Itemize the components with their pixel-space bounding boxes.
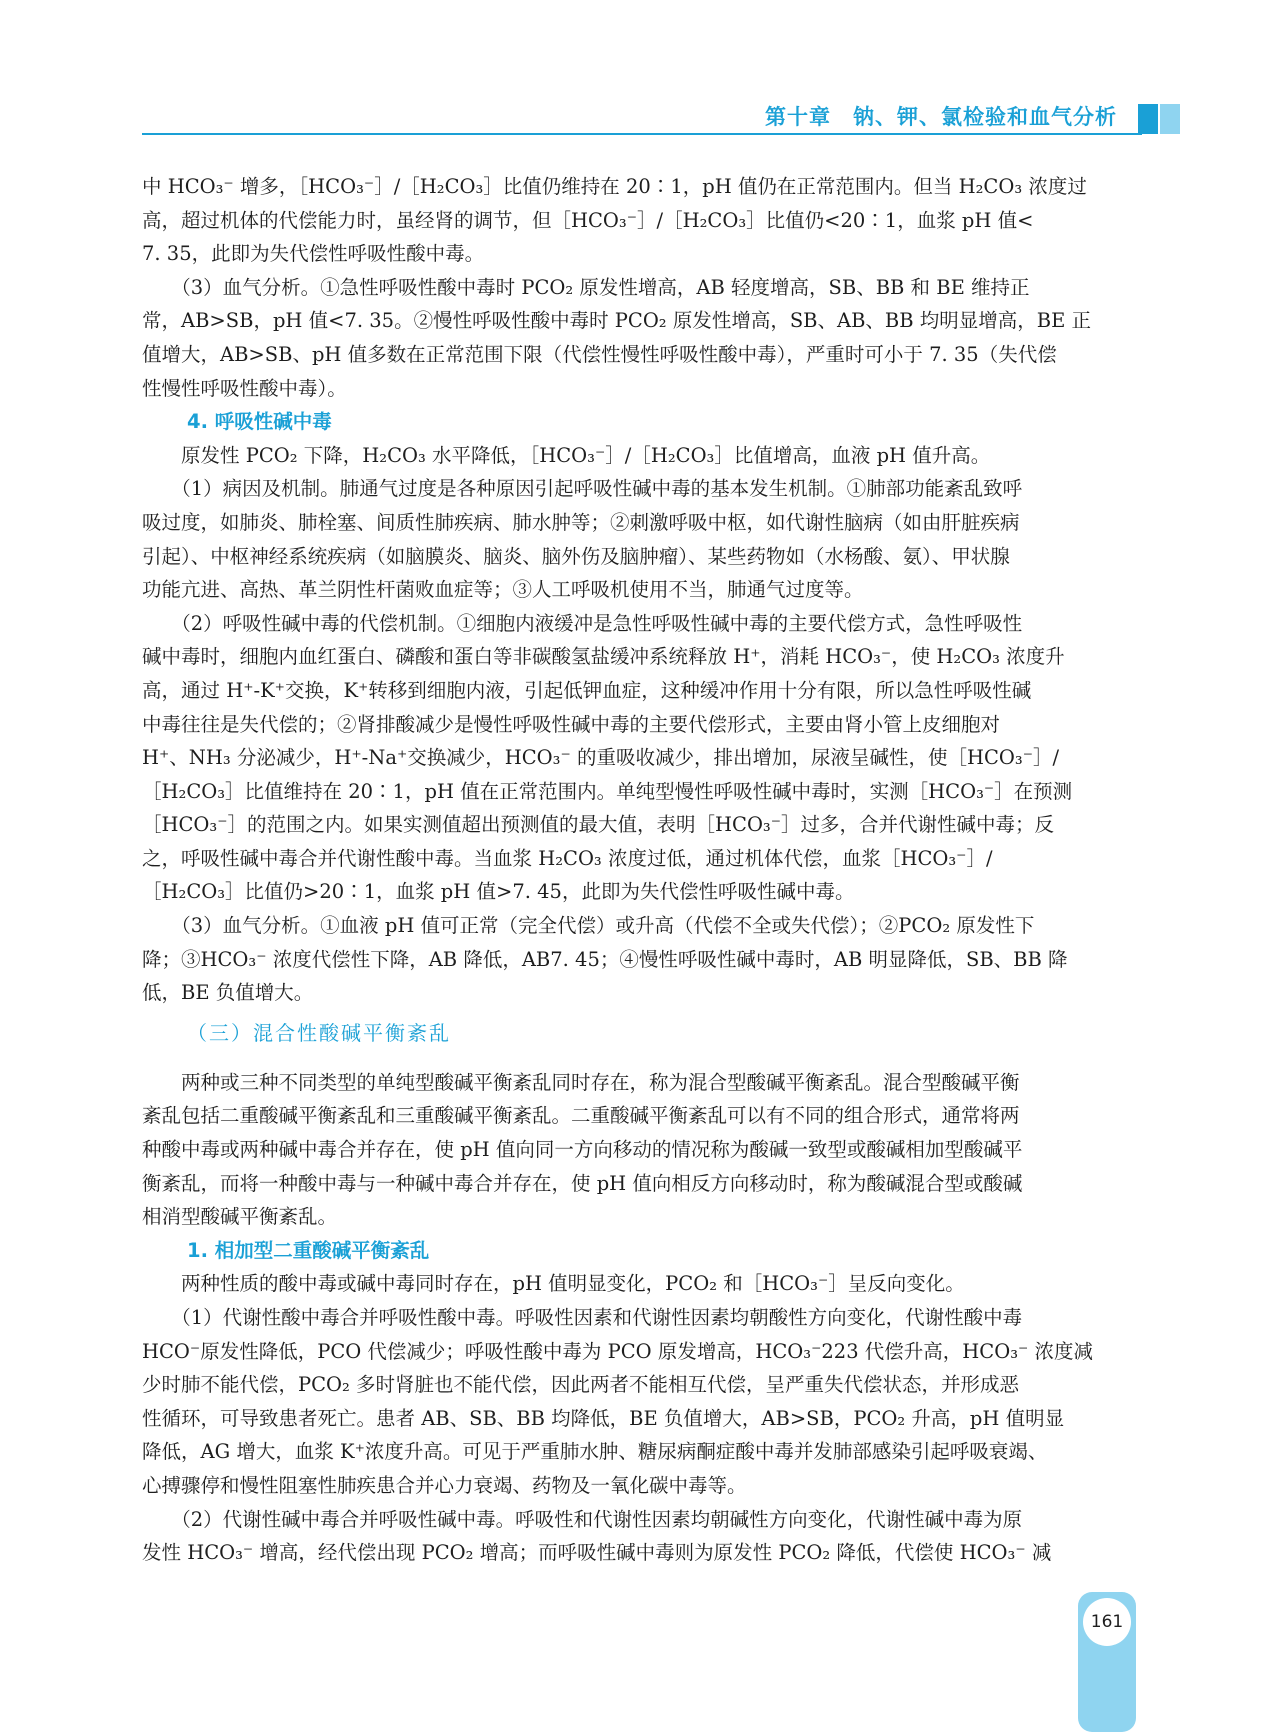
text-line: 心搏骤停和慢性阻塞性肺疾患合并心力衰竭、药物及一氧化碳中毒等。 — [142, 1473, 747, 1497]
text-line: ［HCO₃⁻］的范围之内。如果实测值超出预测值的最大值，表明［HCO₃⁻］过多，合并代谢性碱中毒；反 — [142, 813, 1055, 837]
text-line: 高，通过 H⁺-K⁺交换，K⁺转移到细胞内液，引起低钾血症，这种缓冲作用十分有限，所以急性呼吸性碱 — [142, 678, 1032, 702]
text-line: 中 HCO₃⁻ 增多，［HCO₃⁻］/［H₂CO₃］比值仍维持在 20∶1，pH 值仍在正常范围内。但当 H₂CO₃ 浓度过 — [142, 175, 1087, 198]
section-heading: （三）混合性酸碱平衡紊乱 — [187, 1020, 451, 1045]
text-line: 原发性 PCO₂ 下降，H₂CO₃ 水平降低，［HCO₃⁻］/［H₂CO₃］比值增高，血液 pH 值升高。 — [142, 443, 991, 467]
text-line: 种酸中毒或两种碱中毒合并存在，使 pH 值向同一方向移动的情况称为酸碱一致型或酸碱相加型酸碱平 — [142, 1138, 1023, 1162]
text-line: （3）血气分析。①血液 pH 值可正常（完全代偿）或升高（代偿不全或失代偿）；②PCO₂ 原发性下 — [142, 914, 1035, 938]
text-line: （2）呼吸性碱中毒的代偿机制。①细胞内液缓冲是急性呼吸性碱中毒的主要代偿方式，急性呼吸性 — [142, 611, 1023, 635]
text-line: （1）病因及机制。肺通气过度是各种原因引起呼吸性碱中毒的基本发生机制。①肺部功能紊乱致呼 — [142, 477, 1023, 501]
text-line: 少时肺不能代偿，PCO₂ 多时肾脏也不能代偿，因此两者不能相互代偿，呈严重失代偿状态，并形成恶 — [142, 1373, 1020, 1397]
header-rule — [142, 133, 1142, 135]
text-line: 性慢性呼吸性酸中毒）。 — [142, 376, 347, 400]
text-line: （1）代谢性酸中毒合并呼吸性酸中毒。呼吸性因素和代谢性因素均朝酸性方向变化，代谢性酸中毒 — [142, 1306, 1023, 1329]
text-line: （2）代谢性碱中毒合并呼吸性碱中毒。呼吸性和代谢性因素均朝碱性方向变化，代谢性碱中毒为原 — [142, 1507, 1023, 1531]
text-line: 引起）、中枢神经系统疾病（如脑膜炎、脑炎、脑外伤及脑肿瘤）、某些药物如（水杨酸、氨）、甲状腺 — [142, 544, 1010, 568]
text-line: 两种或三种不同类型的单纯型酸碱平衡紊乱同时存在，称为混合型酸碱平衡紊乱。混合型酸碱平衡 — [142, 1070, 1020, 1094]
text-line: 发性 HCO₃⁻ 增高，经代偿出现 PCO₂ 增高；而呼吸性碱中毒则为原发性 PCO₂ 降低，代偿使 HCO₃⁻ 减 — [142, 1541, 1052, 1565]
text-line: 降低，AG 增大，血浆 K⁺浓度升高。可见于严重肺水肿、糖尿病酮症酸中毒并发肺部感染引起呼吸衰竭、 — [142, 1440, 1048, 1464]
text-line: HCO⁻原发性降低，PCO 代偿减少；呼吸性酸中毒为 PCO 原发增高，HCO₃⁻223 代偿升高，HCO₃⁻ 浓度减 — [142, 1339, 1094, 1363]
page-body — [142, 170, 1136, 1570]
text-line: 值增大，AB>SB、pH 值多数在正常范围下限（代偿性慢性呼吸性酸中毒），严重时可小于 7. 35（失代偿 — [142, 342, 1057, 366]
text-line: 中毒往往是失代偿的；②肾排酸减少是慢性呼吸性碱中毒的主要代偿形式，主要由肾小管上皮细胞对 — [142, 712, 1001, 736]
text-line: ［H₂CO₃］比值仍>20∶1，血浆 pH 值>7. 45，此即为失代偿性呼吸性碱中毒。 — [142, 880, 855, 904]
text-line: 功能亢进、高热、革兰阴性杆菌败血症等；③人工呼吸机使用不当，肺通气过度等。 — [142, 578, 864, 602]
header-tab-dark — [1138, 104, 1158, 134]
text-line: 高，超过机体的代偿能力时，虽经肾的调节，但［HCO₃⁻］/［H₂CO₃］比值仍<20∶1，血浆 pH 值< — [142, 208, 1034, 232]
chapter-title: 第十章 钠、钾、氯检验和血气分析 — [765, 105, 1117, 129]
text-line: 衡紊乱，而将一种酸中毒与一种碱中毒合并存在，使 pH 值向相反方向移动时，称为酸碱混合型或酸碱 — [142, 1171, 1023, 1195]
text-line: ［H₂CO₃］比值维持在 20∶1，pH 值在正常范围内。单纯型慢性呼吸性碱中毒时，实测［HCO₃⁻］在预测 — [142, 779, 1073, 803]
subsection-heading: 4. 呼吸性碱中毒 — [187, 410, 332, 434]
text-line: 降；③HCO₃⁻ 浓度代偿性下降，AB 降低，AB7. 45；④慢性呼吸性碱中毒时，AB 明显降低，SB、BB 降 — [142, 947, 1068, 971]
text-line: 低，BE 负值增大。 — [142, 981, 314, 1005]
text-line: 之，呼吸性碱中毒合并代谢性酸中毒。当血浆 H₂CO₃ 浓度过低，通过机体代偿，血浆［HCO₃⁻］/ — [142, 846, 993, 870]
text-line: 7. 35，此即为失代偿性呼吸性酸中毒。 — [142, 242, 485, 266]
text-line: 性循环，可导致患者死亡。患者 AB、SB、BB 均降低，BE 负值增大，AB>SB，PCO₂ 升高，pH 值明显 — [142, 1406, 1065, 1430]
text-line: 吸过度，如肺炎、肺栓塞、间质性肺疾病、肺水肿等；②刺激呼吸中枢，如代谢性脑病（如由肝脏疾病 — [142, 510, 1020, 534]
text-line: 相消型酸碱平衡紊乱。 — [142, 1205, 338, 1229]
text-line: 常，AB>SB，pH 值<7. 35。②慢性呼吸性酸中毒时 PCO₂ 原发性增高，SB、AB、BB 均明显增高，BE 正 — [142, 309, 1092, 333]
header-tab-light — [1160, 104, 1180, 134]
text-line: 两种性质的酸中毒或碱中毒同时存在，pH 值明显变化，PCO₂ 和［HCO₃⁻］呈反向变化。 — [142, 1272, 965, 1296]
text-line: 碱中毒时，细胞内血红蛋白、磷酸和蛋白等非碳酸氢盐缓冲系统释放 H⁺，消耗 HCO₃⁻，使 H₂CO₃ 浓度升 — [142, 645, 1065, 669]
page-number: 161 — [1083, 1598, 1131, 1646]
text-line: 紊乱包括二重酸碱平衡紊乱和三重酸碱平衡紊乱。二重酸碱平衡紊乱可以有不同的组合形式，通常将两 — [142, 1104, 1020, 1128]
subsection-heading: 1. 相加型二重酸碱平衡紊乱 — [187, 1238, 430, 1262]
text-line: （3）血气分析。①急性呼吸性酸中毒时 PCO₂ 原发性增高，AB 轻度增高，SB、BB 和 BE 维持正 — [142, 275, 1030, 299]
text-line: H⁺、NH₃ 分泌减少，H⁺-Na⁺交换减少，HCO₃⁻ 的重吸收减少，排出增加，尿液呈碱性，使［HCO₃⁻］/ — [142, 746, 1060, 770]
